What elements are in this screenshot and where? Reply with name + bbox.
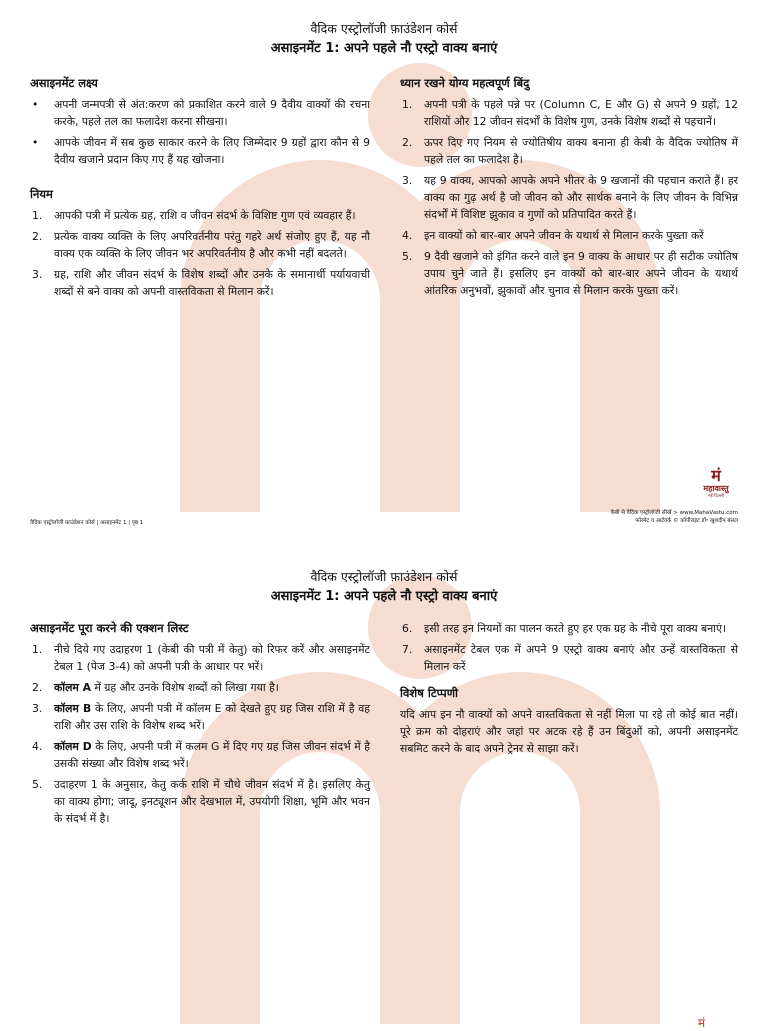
points-heading: ध्यान रखने योग्य महत्वपूर्ण बिंदु: [400, 76, 530, 90]
rules-heading: नियम: [30, 187, 53, 201]
right-column: [400, 620, 738, 757]
course-title: वैदिक एस्ट्रोलॉजी फ़ाउंडेशन कोर्स: [310, 569, 458, 584]
footer-copyright: फॉरमेट व आर्टवर्क © कॉपीराइट डॉ॰ खुशदीप बंसल: [635, 518, 738, 524]
action-heading: असाइनमेंट पूरा करने की एक्शन लिस्ट: [30, 621, 189, 635]
action-list-continued: [400, 620, 738, 675]
note-heading: विशेष टिप्पणी: [400, 686, 458, 700]
mahavastu-logo-icon: मं: [698, 1016, 706, 1030]
note-text: यदि आप इन नौ वाक्यों को अपने वास्तविकता से नहीं मिला पा रहे तो कोई बात नहीं। पूरे क्रम को दोहराएं और जहां पर अटक रहे हैं उन बिंदुओं को, अपनी असाइनमेंट सबमिट करने के बाद अपने ट्रेनर से साझा करें।: [400, 708, 738, 755]
list-item: 3. ग्रह, राशि और जीवन संदर्भ के विशेष शब्दों और उनके के समानार्थी पर्यायवाची शब्दों से बने वाक्य को अपनी वास्तविकता से मिलान करें।: [32, 268, 370, 298]
list-item: 2. प्रत्येक वाक्य व्यक्ति के लिए अपरिवर्तनीय परंतु गहरे अर्थ संजोए हुए हैं, यह नौ वाक्य एक व्यक्ति के लिए जीवन भर अपरिवर्तनीय है और कभी नहीं बदलते।: [32, 230, 370, 260]
list-item: 1. आपकी पत्री में प्रत्येक ग्रह, राशि व जीवन संदर्भ के विशिष्ट गुण एवं व्यवहार हैं।: [32, 209, 356, 222]
goals-heading: असाइनमेंट लक्ष्य: [30, 76, 98, 90]
footer-left: वैदिक एस्ट्रोलॉजी फ़ाउंडेशन कोर्स | असाइनमेंट 1 | पृष्ठ 1: [30, 520, 144, 526]
course-title: वैदिक एस्ट्रोलॉजी फ़ाउंडेशन कोर्स: [310, 21, 458, 36]
list-item: 1. अपनी पत्री के पहले पन्ने पर (Column C, E और G) से अपने 9 ग्रहों, 12 राशियों और 12 जीवन संदर्भों के विशेष गुण, उनके विशेष शब्दों से पहचानें।: [402, 98, 738, 128]
action-list: [30, 641, 370, 827]
column-label: कॉलम D: [54, 740, 92, 753]
list-item: 3. कॉलम B के लिए, अपनी पत्री में कॉलम E को देखते हुए ग्रह जिस राशि में है वह राशि और उस राशि के विशेष शब्द भरें।: [32, 702, 370, 732]
list-item: 1. नीचे दिये गए उदाहरण 1 (केबी की पत्री में केतु) को रिफर करें और असाइनमेंट टेबल 1 (पेज 3-4) को अपनी पत्री के आधार पर भरें।: [32, 643, 370, 673]
assignment-page-2: [0, 512, 768, 1024]
list-item: 5. 9 दैवी खजाने को इंगित करने वाले इन 9 वाक्य के आधार पर ही सटीक ज्योतिष उपाय चुने जाते हैं। इसलिए इन वाक्यों को बार-बार अपने जीवन के यथार्थ आंतरिक अनुभवों, झुकावों और चुनाव से मिलान करके पुख्ता करें।: [402, 250, 738, 297]
column-label: कॉलम B: [54, 702, 92, 715]
assignment-page-1: [0, 0, 768, 512]
column-label: कॉलम A: [54, 681, 91, 694]
rules-list: [30, 207, 370, 300]
assignment-title: असाइनमेंट 1: अपने पहले नौ एस्ट्रो वाक्य बनाएं: [270, 41, 498, 56]
list-item: • आपके जीवन में सब कुछ साकार करने के लिए जिम्मेदार 9 ग्रहों द्वारा कौन से 9 दैवीय खजाने प्रदान किए गए हैं यह खोजना।: [32, 136, 370, 166]
list-item: 3. यह 9 वाक्य, आपको आपके अपने भीतर के 9 खजानों की पहचान कराते हैं। हर वाक्य का गुढ़ अर्थ है जो जीवन को और सार्थक बनाने के लिए जीवन के विभिन्न संदर्भों में विशिष्ट झुकाव व गुणों को प्रतिपादित करते हैं।: [402, 174, 738, 221]
left-column: [30, 620, 370, 831]
goals-list: [30, 96, 370, 168]
mahavastu-logo: [690, 468, 742, 500]
list-item: 5. उदाहरण 1 के अनुसार, केतु कर्क राशि में चौथे जीवन संदर्भ में है। इसलिए केतु का वाक्य होगा; जादू, इनट्यूशन और देखभाल में, उपयोगी शिक्षा, भूमि और भवन के संदर्भ में है।: [32, 778, 370, 825]
points-list: [400, 96, 738, 299]
list-item: 6. इसी तरह इन नियमों का पालन करते हुए हर एक ग्रह के नीचे पूरा वाक्य बनाएं।: [402, 622, 727, 635]
logo-icon: मं: [711, 466, 721, 485]
logo-name: महावास्तु: [703, 484, 729, 493]
list-item: 2. कॉलम A में ग्रह और उनके विशेष शब्दों को लिखा गया है।: [32, 681, 279, 694]
footer-website: केबी से वैदिक एस्ट्रोलॉजी सीखें > www.MahaVastu.com: [610, 510, 738, 516]
left-column: [30, 75, 370, 304]
list-item: • अपनी जन्मपत्री से अंत:करण को प्रकाशित करने वाले 9 दैवीय वाक्यों की रचना करके, पहले तल का फलादेश करना सीखना।: [32, 98, 370, 128]
assignment-title: असाइनमेंट 1: अपने पहले नौ एस्ट्रो वाक्य बनाएं: [270, 589, 498, 604]
list-item: 7. असाइनमेंट टेबल एक में अपने 9 एस्ट्रो वाक्य बनाएं और उन्हें वास्तविकता से मिलान करें: [402, 643, 738, 673]
list-item: 2. ऊपर दिए गए नियम से ज्योतिषीय वाक्य बनाना ही केबी के वैदिक ज्योतिष में पहले तल का फलादेश है।: [402, 136, 738, 166]
list-item: 4. कॉलम D के लिए, अपनी पत्री में कलम G में दिए गए ग्रह जिस जीवन संदर्भ में है उसकी संख्या और विशेष शब्द भरें।: [32, 740, 370, 770]
logo-subtitle: नई दिल्ली: [708, 494, 724, 499]
footer-right: [611, 509, 738, 525]
list-item: 4. इन वाक्यों को बार-बार अपने जीवन के यथार्थ से मिलान करके पुख्ता करें: [402, 229, 704, 242]
right-column: [400, 75, 738, 303]
